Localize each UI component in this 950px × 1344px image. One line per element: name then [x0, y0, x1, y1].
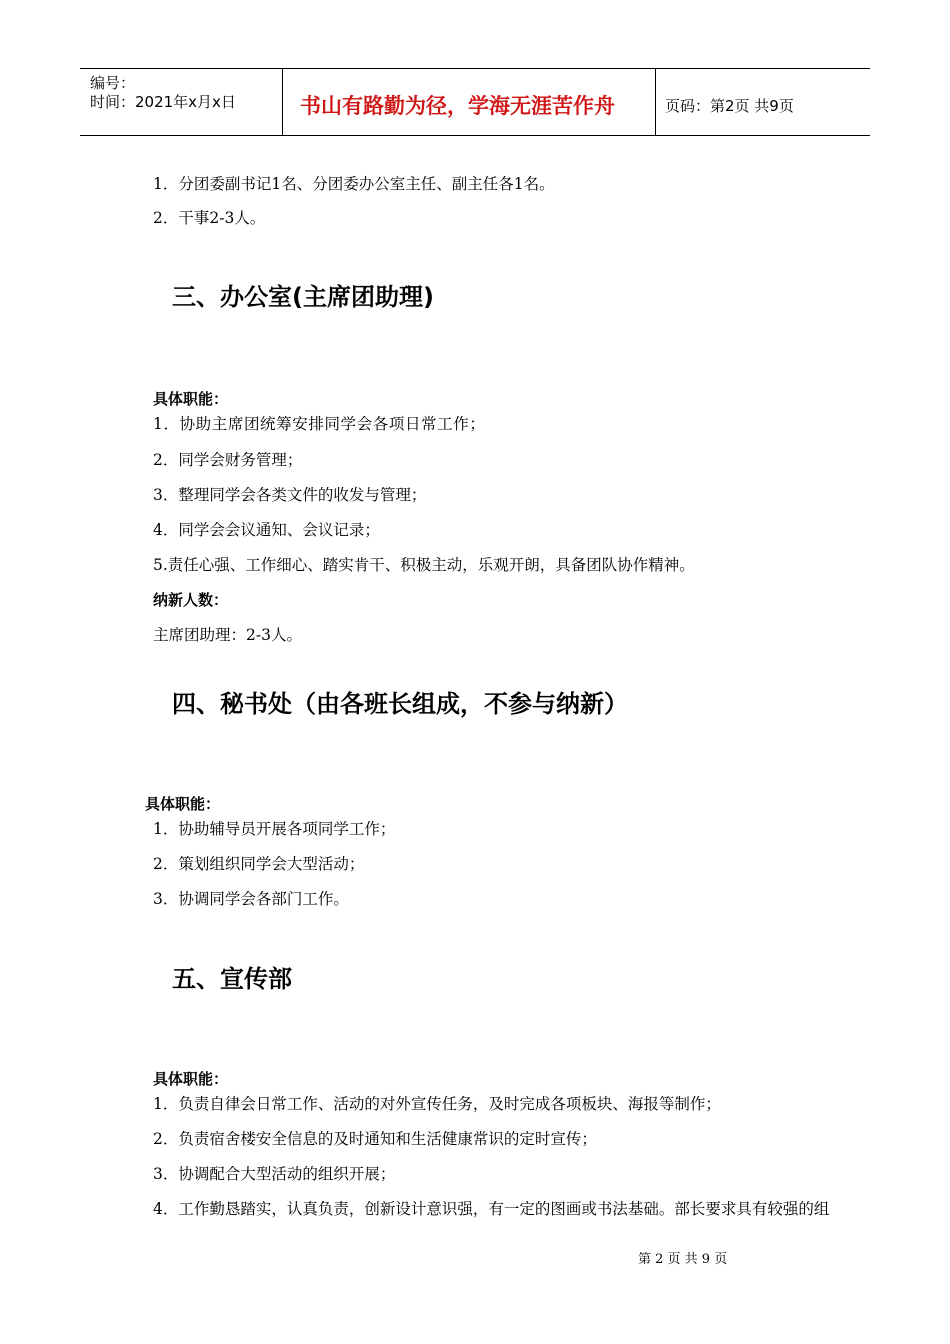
duties-label: 具体职能：	[145, 795, 221, 813]
page-footer: 第 2 页 共 9 页	[638, 1252, 728, 1267]
header-id-label: 编号：	[90, 74, 136, 92]
duty-item: 5.责任心强、工作细心、踏实肯干、积极主动，乐观开朗，具备团队协作精神。	[153, 556, 695, 574]
duty-item: 1．协助主席团统筹安排同学会各项日常工作；	[153, 415, 486, 433]
header-divider-right	[655, 69, 656, 136]
recruit-label: 纳新人数：	[153, 591, 229, 609]
duty-item: 1．协助辅导员开展各项同学工作；	[153, 820, 396, 838]
header-motto: 书山有路勤为径，学海无涯苦作舟	[300, 94, 615, 118]
intro-item: 1．分团委副书记1名、分团委办公室主任、副主任各1名。	[153, 175, 555, 193]
duty-item: 3．协调同学会各部门工作。	[153, 890, 349, 908]
duties-label: 具体职能：	[153, 390, 229, 408]
duty-item: 4．同学会会议通知、会议记录；	[153, 521, 380, 539]
header-bottom-rule	[80, 135, 870, 136]
section-heading-publicity: 五、宣传部	[172, 965, 292, 993]
section-heading-secretariat: 四、秘书处（由各班长组成，不参与纳新）	[172, 690, 628, 718]
duty-item: 2．负责宿舍楼安全信息的及时通知和生活健康常识的定时宣传；	[153, 1130, 597, 1148]
duty-item: 1．负责自律会日常工作、活动的对外宣传任务，及时完成各项板块、海报等制作；	[153, 1095, 721, 1113]
intro-item: 2．干事2-3人。	[153, 209, 266, 227]
duty-item: 3．协调配合大型活动的组织开展；	[153, 1165, 396, 1183]
recruit-text: 主席团助理：2-3人。	[153, 626, 302, 644]
duties-label: 具体职能：	[153, 1070, 229, 1088]
header-time-label: 时间：2021年x月x日	[90, 93, 236, 111]
header-top-rule	[80, 68, 870, 69]
duty-item: 3．整理同学会各类文件的收发与管理；	[153, 486, 427, 504]
header-divider-left	[282, 69, 283, 136]
section-heading-office: 三、办公室(主席团助理)	[172, 283, 434, 311]
duty-item: 2．策划组织同学会大型活动；	[153, 855, 365, 873]
duty-item: 2．同学会财务管理；	[153, 451, 303, 469]
header-page-label: 页码：第2页 共9页	[665, 97, 794, 115]
duty-item: 4．工作勤恳踏实，认真负责，创新设计意识强，有一定的图画或书法基础。部长要求具有较强的组	[153, 1200, 830, 1218]
